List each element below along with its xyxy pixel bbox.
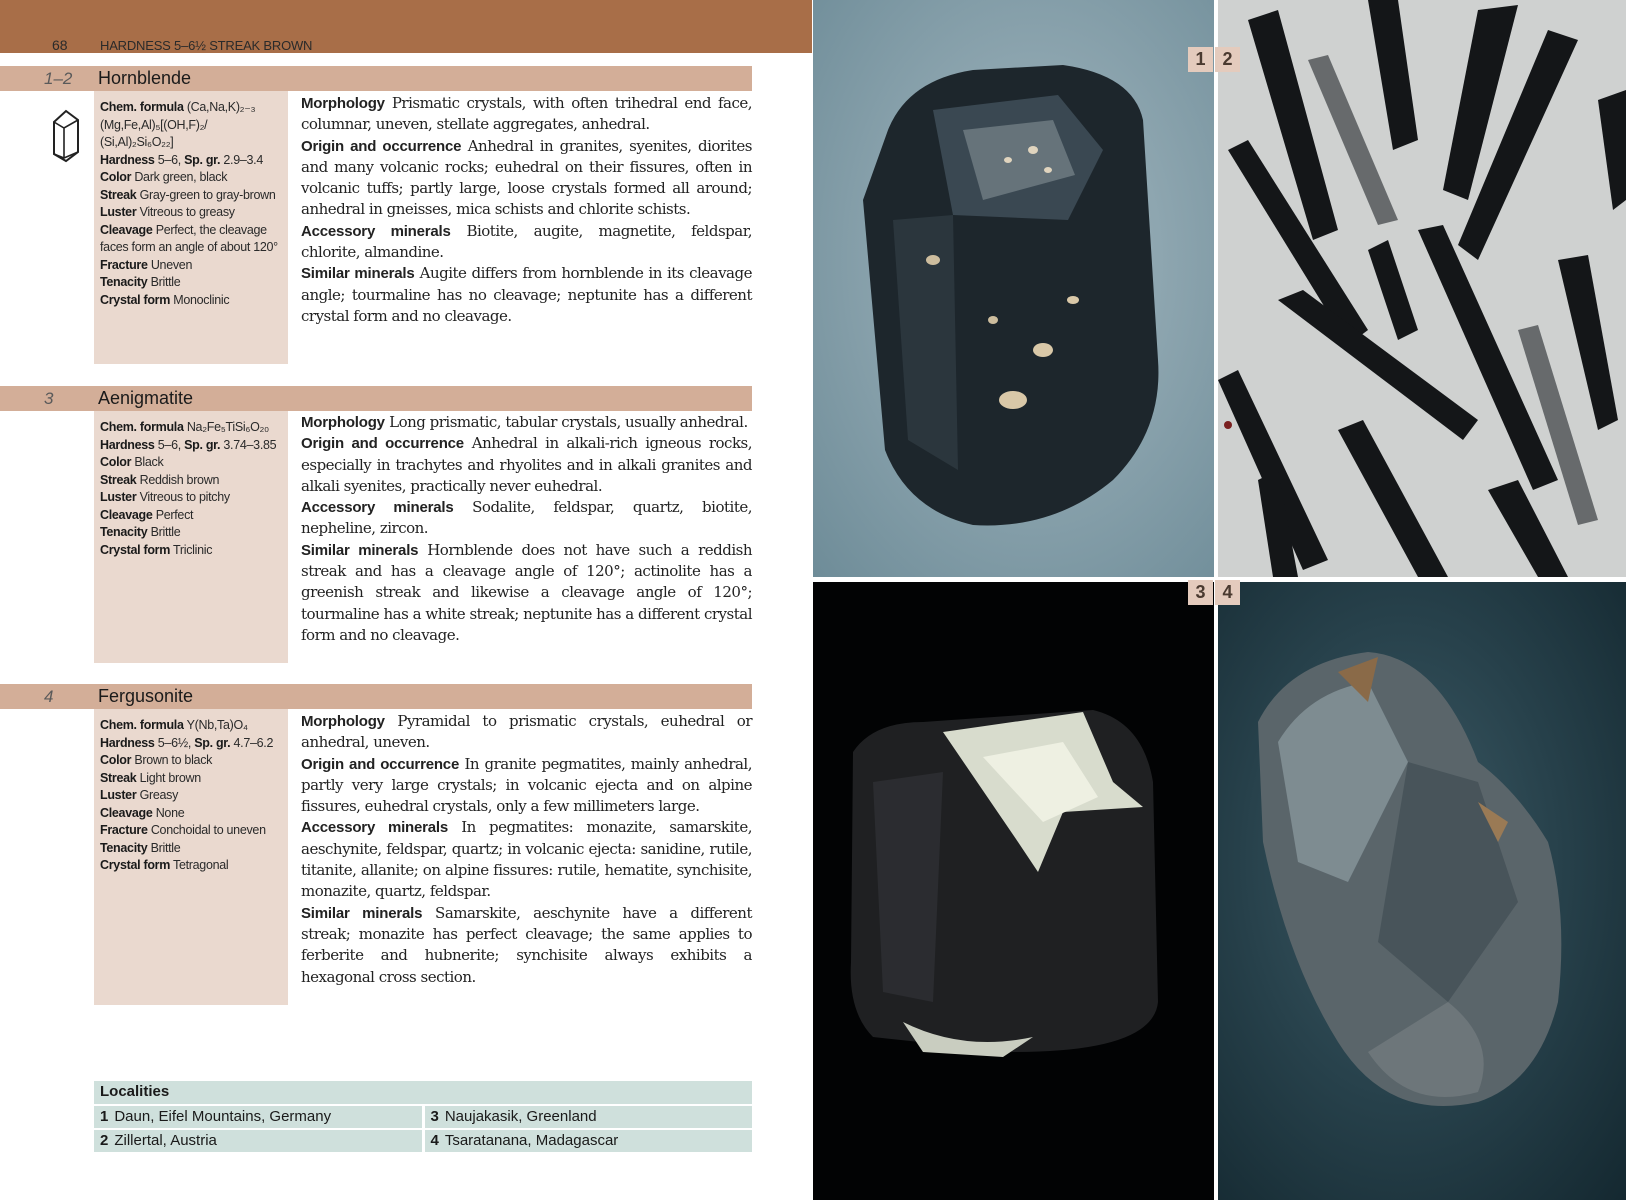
mineral-name: Fergusonite	[98, 686, 194, 706]
description-origin: Origin and occurrence Anhedral in alkali-rich igneous rocks, especially in trachytes and rhyolites and in alkali granites and alkali syenites, practically never euhedral.	[301, 434, 752, 495]
property-color: Color Black	[100, 455, 164, 469]
properties-panel-hornblende	[94, 91, 288, 364]
properties-panel-fergusonite	[94, 709, 288, 1005]
property-tenacity: Tenacity Brittle	[100, 525, 181, 539]
locality-item: 1 Daun, Eifel Mountains, Germany	[94, 1106, 422, 1128]
property-hardness: Hardness 5–6, Sp. gr. 3.74–3.85	[100, 437, 277, 452]
description-morphology: Morphology Pyramidal to prismatic crystals, euhedral or anhedral, uneven.	[301, 712, 752, 752]
photo-label-3: 3	[1188, 580, 1213, 605]
property-luster: Luster Vitreous to pitchy	[100, 490, 230, 504]
locality-item: 3 Naujakasik, Greenland	[425, 1106, 753, 1128]
description-fergusonite	[301, 711, 752, 988]
property-luster: Luster Vitreous to greasy	[100, 205, 235, 219]
page-caption: HARDNESS 5–6½ STREAK BROWN	[100, 38, 313, 53]
properties-panel-aenigmatite	[94, 411, 288, 663]
description-origin: Origin and occurrence In granite pegmatites, mainly anhedral, partly very large crystals; in volcanic ejecta and on alpine fissures, euhedral crystals, only a few millimeters large.	[301, 754, 752, 816]
photo-label-1: 1	[1188, 47, 1213, 72]
property-streak: Streak Gray-green to gray-brown	[100, 187, 276, 202]
mineral-title-bar-fergusonite	[0, 684, 752, 709]
property-crystal-form: Crystal form Monoclinic	[100, 292, 230, 307]
localities-row	[94, 1130, 752, 1152]
localities-table	[94, 1081, 752, 1152]
mineral-name: Aenigmatite	[98, 388, 194, 408]
property-hardness: Hardness 5–6½, Sp. gr. 4.7–6.2	[100, 735, 274, 750]
description-morphology: Morphology Long prismatic, tabular crystals, usually anhedral.	[301, 413, 748, 431]
property-streak: Streak Light brown	[100, 770, 201, 785]
description-similar: Similar minerals Samarskite, aeschynite have a different streak; monazite has perfect cleavage; the same applies to ferberite and hubnerite; synchisite always exhibits a hexagonal cross section.	[301, 903, 752, 986]
description-accessory: Accessory minerals Biotite, augite, magnetite, feldspar, chlorite, almandine.	[301, 221, 752, 262]
mineral-name: Hornblende	[98, 68, 192, 88]
property-color: Color Dark green, black	[100, 170, 228, 184]
property-tenacity: Tenacity Brittle	[100, 840, 181, 855]
property-luster: Luster Greasy	[100, 788, 179, 802]
photo-label-2: 2	[1215, 47, 1240, 72]
property-fracture: Fracture Uneven	[100, 257, 193, 272]
description-similar: Similar minerals Augite differs from hornblende in its cleavage angle; tourmaline has no cleavage; neptunite has a different crystal form and no cleavage.	[301, 264, 752, 325]
localities-row	[94, 1106, 752, 1128]
description-aenigmatite	[301, 412, 752, 646]
description-morphology: Morphology Prismatic crystals, with often trihedral end face, columnar, uneven, stellate aggregates, anhedral.	[301, 94, 752, 134]
locality-item: 2 Zillertal, Austria	[94, 1130, 422, 1152]
mineral-number: 1–2	[44, 69, 73, 88]
property-cleavage: Cleavage Perfect, the cleavage faces form an angle of about 120°	[100, 222, 278, 254]
localities-heading: Localities	[94, 1081, 752, 1104]
description-hornblende	[301, 93, 752, 327]
photo-label-4: 4	[1215, 580, 1240, 605]
property-streak: Streak Reddish brown	[100, 472, 220, 487]
photo-aenigmatite-crystal	[813, 582, 1214, 1200]
property-color: Color Brown to black	[100, 753, 213, 767]
property-cleavage: Cleavage None	[100, 805, 185, 820]
property-chem-formula: Chem. formula Na₂Fe₅TiSi₆O₂₀	[100, 420, 269, 434]
page-number: 68	[52, 37, 68, 53]
mineral-number: 4	[44, 687, 54, 706]
description-accessory: Accessory minerals In pegmatites: monazite, samarskite, aeschynite, feldspar, quartz; in volcanic ejecta: sanidine, rutile, titanite, allanite; on alpine fissures: rutile, hematite, synchisite, monazite, quartz, feldspar.	[301, 818, 752, 901]
property-tenacity: Tenacity Brittle	[100, 275, 181, 289]
mineral-title-bar-hornblende	[0, 66, 752, 91]
property-cleavage: Cleavage Perfect	[100, 507, 194, 522]
photo-hornblende-in-rock	[1218, 0, 1626, 577]
description-origin: Origin and occurrence Anhedral in granites, syenites, diorites and many volcanic rocks; euhedral on their fissures, often in volcanic tuffs; partly large, loose crystals formed all around; anhedral in gneisses, mica schists and chlorite schists.	[301, 136, 753, 219]
photo-hornblende-crystal	[813, 0, 1214, 577]
description-similar: Similar minerals Hornblende does not have such a reddish streak and has a cleavage angle of 120°; actinolite has a greenish streak and likewise a cleavage angle of 120°; tourmaline has a white streak; neptunite has a different crystal form and no cleavage.	[301, 540, 752, 644]
crystal-form-icon	[50, 108, 82, 164]
property-crystal-form: Crystal form Triclinic	[100, 542, 213, 557]
property-hardness: Hardness 5–6, Sp. gr. 2.9–3.4	[100, 152, 263, 167]
property-fracture: Fracture Conchoidal to uneven	[100, 823, 266, 837]
property-chem-formula: Chem. formula Y(Nb,Ta)O₄	[100, 718, 248, 732]
property-chem-formula: Chem. formula (Ca,Na,K)₂₋₃ (Mg,Fe,Al)₅[(OH,F)₂/ (Si,Al)₂Si₆O₂₂]	[100, 100, 256, 149]
mineral-number: 3	[44, 389, 54, 408]
mineral-title-bar-aenigmatite	[0, 386, 752, 411]
description-accessory: Accessory minerals Sodalite, feldspar, quartz, biotite, nepheline, zircon.	[301, 498, 752, 538]
locality-item: 4 Tsaratanana, Madagascar	[425, 1130, 753, 1152]
property-crystal-form: Crystal form Tetragonal	[100, 858, 229, 872]
photo-fergusonite-crystal	[1218, 582, 1626, 1200]
